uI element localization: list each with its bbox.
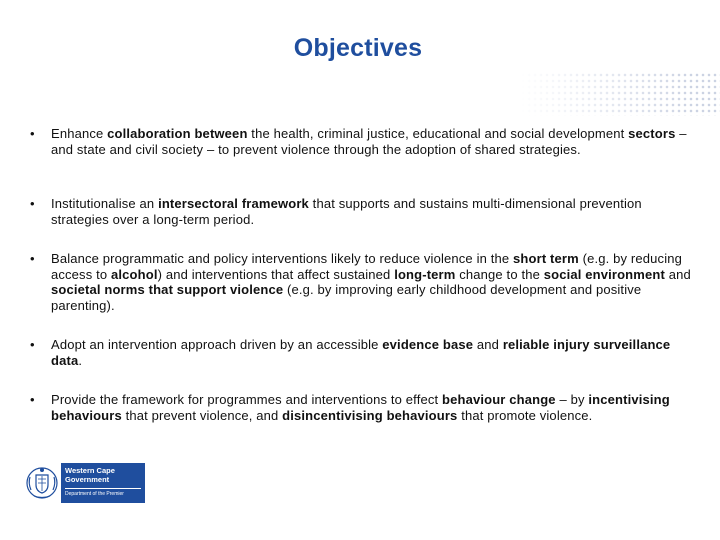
bullet-item: [30, 392, 691, 423]
bullet-marker: •: [30, 392, 35, 407]
logo-line-3: Department of the Premier: [65, 491, 124, 497]
bullet-item: [30, 251, 691, 313]
coat-of-arms-icon: [24, 463, 60, 503]
bullet-item: [30, 196, 691, 227]
bullet-marker: •: [30, 337, 35, 352]
slide-title: Objectives: [293, 34, 423, 62]
logo-divider: [65, 488, 141, 489]
bullet-marker: •: [30, 251, 35, 266]
logo-line-1: Western Cape: [65, 466, 115, 475]
bullet-text: Provide the framework for programmes and interventions to effect behaviour change – by incentivising behaviours that prevent violence, and disincentivising behaviours that promote violence.: [51, 392, 670, 423]
bullet-text: Balance programmatic and policy interventions likely to reduce violence in the short term (e.g. by reducing access to alcohol) and interventions that affect sustained long-term change to the social environment and societal norms that support violence (e.g. by improving early childhood development and positive parenting).: [51, 251, 691, 313]
logo-wordmark: [61, 463, 145, 503]
decorative-dot-pattern: [520, 72, 720, 116]
government-logo: [24, 463, 145, 503]
bullet-marker: •: [30, 196, 35, 211]
bullet-item: [30, 337, 691, 368]
bullet-text: Institutionalise an intersectoral framework that supports and sustains multi-dimensional prevention strategies over a long-term period.: [51, 196, 642, 227]
logo-line-2: Government: [65, 475, 110, 484]
bullet-text: Enhance collaboration between the health, criminal justice, educational and social development sectors – and state and civil society – to prevent violence through the adoption of shared strategies.: [51, 126, 687, 157]
bullet-text: Adopt an intervention approach driven by an accessible evidence base and reliable injury surveillance data.: [51, 337, 671, 368]
bullet-item: [30, 126, 691, 157]
bullet-marker: •: [30, 126, 35, 141]
